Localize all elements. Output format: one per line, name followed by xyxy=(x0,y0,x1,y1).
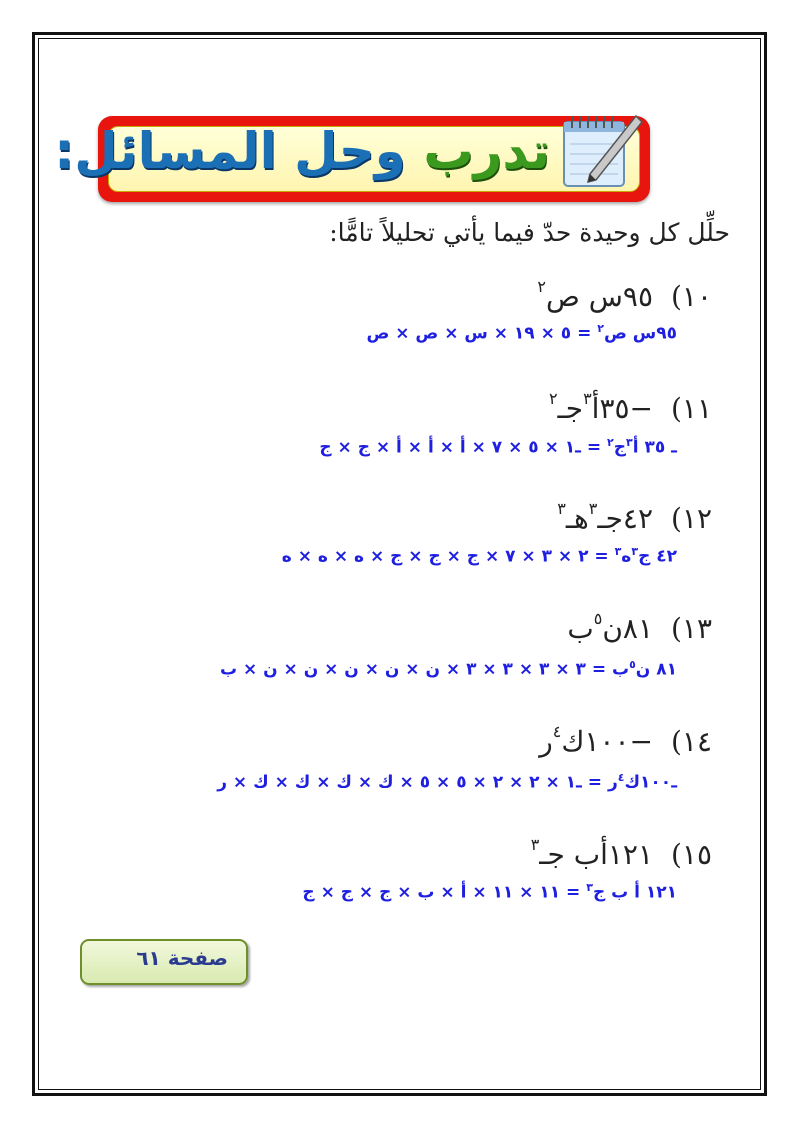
title-part-solve: وحل المسائل: xyxy=(54,122,406,180)
problem-13 xyxy=(567,608,712,645)
answer-right: ب = ٣ × ٣ × ٣ × ٣ × ن × ن × ن × ن × ن × ب xyxy=(219,659,630,680)
problem-number: ١١) xyxy=(670,392,712,425)
answer-power: ٣ xyxy=(586,881,593,894)
problem-number: ١٢) xyxy=(670,502,712,535)
problem-power: ٥ xyxy=(593,608,603,628)
answer-mid: ج xyxy=(613,437,627,458)
problem-number: ١٣) xyxy=(670,612,712,645)
problem-expression: ٤٢جـ xyxy=(597,502,653,535)
problem-power: ٢ xyxy=(537,276,546,296)
answer-power: ٢ xyxy=(597,322,604,335)
problem-power: ٣ xyxy=(583,388,592,408)
instructions-text: حلِّل كل وحيدة حدّ فيما يأتي تحليلاً تامًّا: xyxy=(329,218,730,247)
answer-right: ر = ـ١ × ٢ × ٢ × ٥ × ٥ × ك × ك × ك × ك × ر xyxy=(217,772,618,793)
answer-power: ٣ xyxy=(631,545,639,558)
page-label: صفحة xyxy=(167,946,228,970)
problem-number: ١٠) xyxy=(670,280,712,313)
page-title xyxy=(54,120,550,182)
answer-12 xyxy=(282,545,677,567)
answer-11 xyxy=(319,436,677,458)
title-part-practice: تدرب xyxy=(423,122,550,180)
problem-15 xyxy=(530,834,712,871)
problem-expression-2: هـ xyxy=(565,502,589,535)
page-number-text xyxy=(136,946,228,970)
answer-power-2: ٣ xyxy=(614,545,622,558)
problem-expression: ٨١ن xyxy=(602,612,653,645)
answer-left: ١٢١ أ ب ج xyxy=(592,882,677,903)
problem-expression-2: جـ xyxy=(557,392,584,425)
problem-number: ١٥) xyxy=(670,838,712,871)
answer-right: = ٥ × ١٩ × س × ص × ص xyxy=(366,323,592,344)
problem-10 xyxy=(537,276,712,313)
answer-power: ٣ xyxy=(626,436,633,449)
page-number-badge xyxy=(80,939,248,985)
page-number: ٦١ xyxy=(136,946,161,970)
problem-number: ١٤) xyxy=(670,725,712,758)
answer-10 xyxy=(366,322,677,344)
answer-left: ٨١ ن xyxy=(635,659,677,680)
answer-13 xyxy=(220,658,677,680)
problem-expression: −١٠٠ك xyxy=(561,725,653,758)
problem-expression: −٣٥أ xyxy=(591,392,653,425)
problem-power: ٤ xyxy=(552,721,562,741)
problem-power: ٣ xyxy=(530,834,540,854)
problem-12 xyxy=(557,498,712,535)
answer-power: ٤ xyxy=(617,771,625,784)
problem-power-2: ٣ xyxy=(557,498,566,518)
notepad-pencil-icon xyxy=(558,108,644,194)
answer-right: = ـ١ × ٥ × ٧ × أ × أ × أ × ج × ج xyxy=(319,437,602,458)
problem-11 xyxy=(548,388,712,425)
problem-expression-2: ر xyxy=(539,725,553,758)
problem-power: ٣ xyxy=(588,498,598,518)
answer-left: ٤٢ ج xyxy=(638,546,677,567)
answer-14 xyxy=(217,771,677,793)
answer-right: = ٢ × ٣ × ٧ × ج × ج × ج × ه × ه × ه xyxy=(281,546,609,567)
answer-power: ٥ xyxy=(629,658,636,671)
answer-left: ٩٥س ص xyxy=(603,323,677,344)
problem-expression-2: ب xyxy=(567,612,594,645)
problem-14 xyxy=(539,721,712,758)
answer-left: ـ١٠٠ك xyxy=(624,772,677,793)
answer-power-2: ٢ xyxy=(607,436,614,449)
answer-left: ـ ٣٥ أ xyxy=(632,437,677,458)
problem-power-2: ٢ xyxy=(548,388,558,408)
problem-expression: ٩٥س ص xyxy=(545,280,653,313)
answer-mid: ه xyxy=(621,546,632,567)
answer-15 xyxy=(302,881,677,903)
problem-expression: ١٢١أب جـ xyxy=(539,838,653,871)
answer-right: = ١١ × ١١ × أ × ب × ج × ج × ج xyxy=(302,882,581,903)
